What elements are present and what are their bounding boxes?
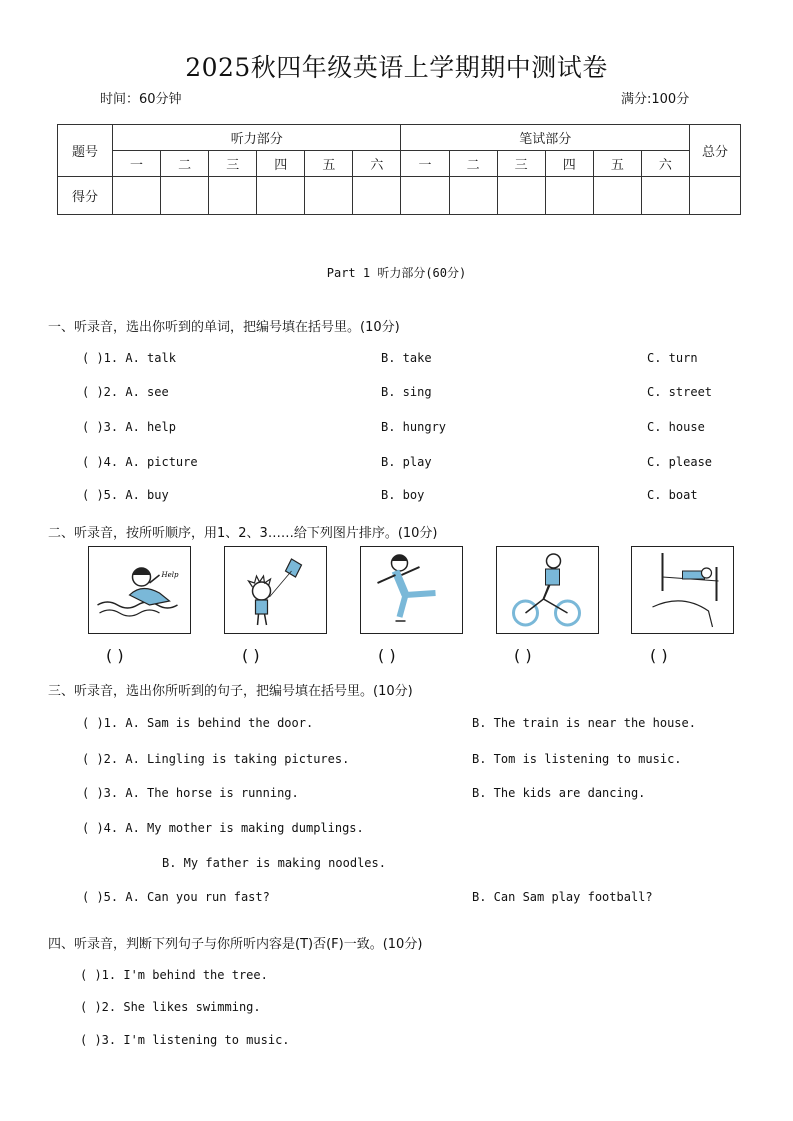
score-cell[interactable] <box>161 177 209 215</box>
written-header: 笔试部分 <box>401 125 690 151</box>
help-label: Help <box>161 571 179 579</box>
s1-item-a: ( )5. A. buy <box>82 488 169 502</box>
col-number: 三 <box>497 151 545 177</box>
col-number: 五 <box>593 151 641 177</box>
full-score-label: 满分:100分 <box>621 92 690 107</box>
s1-item-a: ( )1. A. talk <box>82 351 176 365</box>
s1-item-a: ( )2. A. see <box>82 385 169 399</box>
s1-item-b: B. take <box>381 351 432 365</box>
s1-item-a: ( )3. A. help <box>82 420 176 434</box>
section3-heading: 三、听录音，选出你所听到的句子，把编号填在括号里。(10分) <box>48 684 413 699</box>
col-number: 六 <box>641 151 689 177</box>
s1-item-b: B. sing <box>381 385 432 399</box>
listening-header: 听力部分 <box>113 125 401 151</box>
score-cell[interactable] <box>593 177 641 215</box>
s1-item-c: C. street <box>647 385 713 399</box>
section2-heading: 二、听录音，按所听顺序，用1、2、3……给下列图片排序。(10分) <box>48 526 438 541</box>
col-number: 二 <box>161 151 209 177</box>
s1-item-c: C. turn <box>647 351 698 365</box>
part1-heading: Part 1 听力部分(60分) <box>326 266 467 280</box>
s4-item: ( )1. I'm behind the tree. <box>80 968 268 982</box>
answer-paren[interactable]: ( ) <box>106 646 124 665</box>
answer-paren[interactable]: ( ) <box>378 646 396 665</box>
skating-boy-illustration <box>361 547 462 633</box>
score-cell[interactable] <box>209 177 257 215</box>
total-header: 总分 <box>690 125 741 177</box>
cycling-boy-illustration <box>497 547 598 633</box>
col-number: 六 <box>353 151 401 177</box>
picture-skating <box>360 546 463 634</box>
row-label-question-number: 题号 <box>58 125 113 177</box>
score-cell[interactable] <box>353 177 401 215</box>
col-number: 三 <box>209 151 257 177</box>
s3-item-a: ( )3. A. The horse is running. <box>82 786 299 800</box>
score-table <box>57 124 741 215</box>
picture-swimming <box>88 546 191 634</box>
s3-item-a: ( )4. A. My mother is making dumplings. <box>82 821 364 835</box>
score-cell[interactable] <box>257 177 305 215</box>
answer-paren[interactable]: ( ) <box>242 646 260 665</box>
s1-item-c: C. house <box>647 420 705 434</box>
col-number: 四 <box>257 151 305 177</box>
s3-item-b: B. Tom is listening to music. <box>472 752 682 766</box>
s4-item: ( )3. I'm listening to music. <box>80 1033 290 1047</box>
section1-heading: 一、听录音，选出你听到的单词，把编号填在括号里。(10分) <box>48 320 400 335</box>
high-jump-illustration <box>632 547 733 633</box>
section4-heading: 四、听录音，判断下列句子与你所听内容是(T)否(F)一致。(10分) <box>48 937 423 952</box>
s1-item-b: B. boy <box>381 488 425 502</box>
row-label-score: 得分 <box>58 177 113 215</box>
picture-cycling <box>496 546 599 634</box>
s3-item-a: ( )2. A. Lingling is taking pictures. <box>82 752 350 766</box>
s1-item-a: ( )4. A. picture <box>82 455 198 469</box>
answer-paren[interactable]: ( ) <box>514 646 532 665</box>
score-cell[interactable] <box>690 177 741 215</box>
score-cell[interactable] <box>641 177 689 215</box>
col-number: 五 <box>305 151 353 177</box>
kite-boy-illustration <box>225 547 326 633</box>
time-label: 时间：60分钟 <box>100 92 182 107</box>
col-number: 四 <box>545 151 593 177</box>
page-title: 2025秋四年级英语上学期期中测试卷 <box>185 53 608 82</box>
s3-item-b: B. The kids are dancing. <box>472 786 646 800</box>
score-cell[interactable] <box>113 177 161 215</box>
col-number: 一 <box>113 151 161 177</box>
s3-item-b: B. The train is near the house. <box>472 716 696 730</box>
s3-item-a: ( )1. A. Sam is behind the door. <box>82 716 314 730</box>
picture-kite <box>224 546 327 634</box>
answer-paren[interactable]: ( ) <box>650 646 668 665</box>
score-cell[interactable] <box>449 177 497 215</box>
s3-item-b: B. My father is making noodles. <box>162 856 386 870</box>
score-cell[interactable] <box>305 177 353 215</box>
s1-item-b: B. hungry <box>381 420 447 434</box>
col-number: 一 <box>401 151 449 177</box>
s1-item-b: B. play <box>381 455 432 469</box>
s4-item: ( )2. She likes swimming. <box>80 1000 261 1014</box>
s3-item-b: B. Can Sam play football? <box>472 890 653 904</box>
col-number: 二 <box>449 151 497 177</box>
s1-item-c: C. boat <box>647 488 698 502</box>
score-cell[interactable] <box>497 177 545 215</box>
score-cell[interactable] <box>401 177 449 215</box>
picture-high-jump <box>631 546 734 634</box>
swimming-girl-illustration <box>89 547 190 633</box>
s3-item-a: ( )5. A. Can you run fast? <box>82 890 270 904</box>
score-cell[interactable] <box>545 177 593 215</box>
s1-item-c: C. please <box>647 455 713 469</box>
